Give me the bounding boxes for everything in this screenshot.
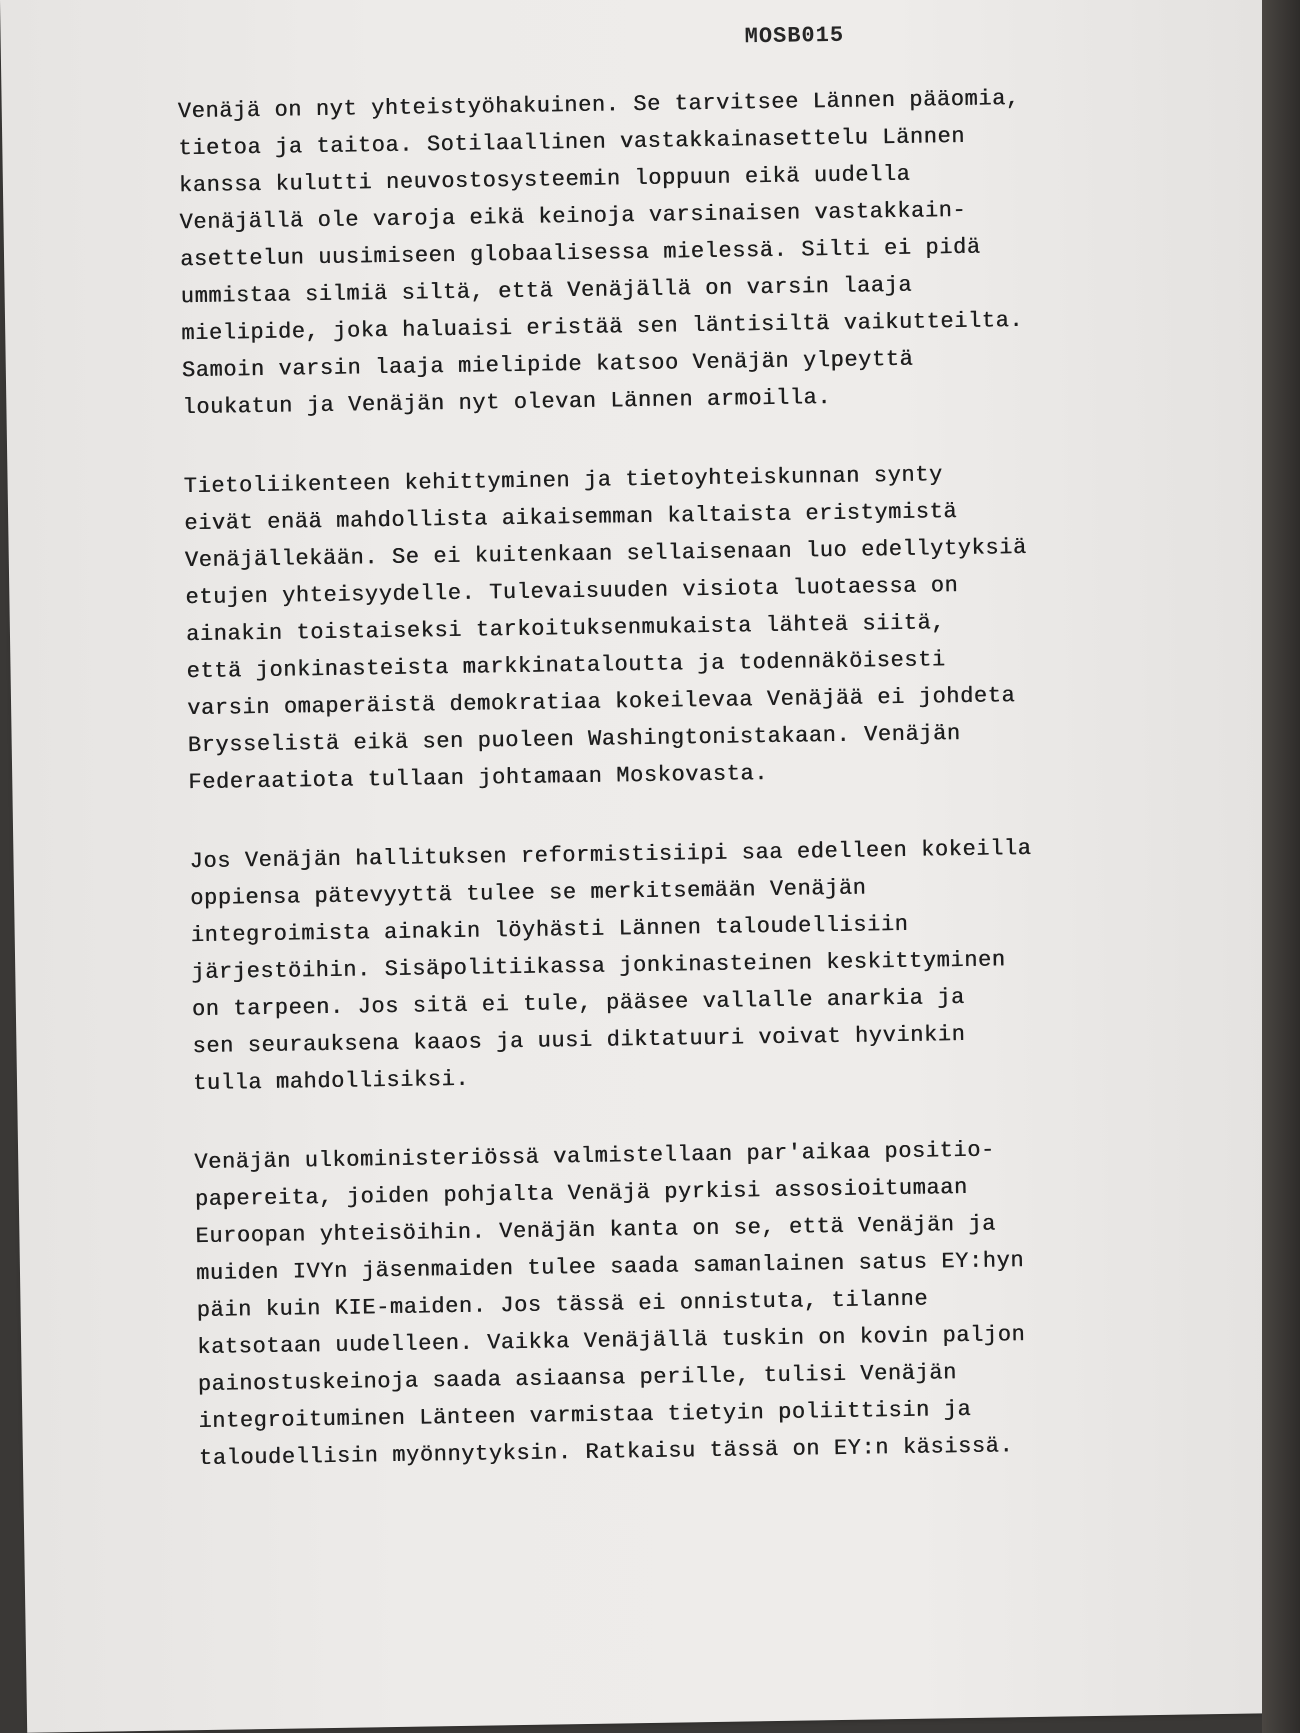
paragraph-3 [189,827,1193,1102]
body-text [177,78,1199,1520]
text-line: painostuskeinoja saada asiaansa perille, tulisi Venäjän [197,1360,957,1398]
text-line: muiden IVYn jäsenmaiden tulee saada samanlainen satus EY:hyn [195,1248,1025,1287]
text-line: asettelun uusimiseen globaalisessa mielessä. Silti ei pidä [179,234,981,273]
text-line: että jonkinasteista markkinataloutta ja todennäköisesti [186,647,946,685]
text-line: taloudellisin myönnytyksin. Ratkaisu tässä on EY:n käsissä. [198,1433,1014,1472]
text-line: ainakin toistaiseksi tarkoituksenmukaista lähteä siitä, [185,610,946,648]
text-line: Venäjällekään. Se ei kuitenkaan sellaisenaan luo edellytyksiä [184,534,1027,574]
text-line: tietoa ja taitoa. Sotilaallinen vastakkainasettelu Lännen [178,123,966,162]
text-line: Euroopan yhteisöihin. Venäjän kanta on se, että Venäjän ja [195,1211,997,1250]
text-line: katsotaan uudelleen. Vaikka Venäjällä tuskin on kovin paljon [196,1322,1026,1361]
text-line: Venäjä on nyt yhteistyöhakuinen. Se tarvitsee Lännen pääomia, [177,85,1020,125]
text-line: papereita, joiden pohjalta Venäjä pyrkisi assosioitumaan [194,1174,968,1213]
page-edge-shadow [1262,0,1300,1733]
text-line: integroimista ainakin löyhästi Lännen taloudellisiin [190,911,909,949]
text-line: Brysselistä eikä sen puoleen Washingtonistakaan. Venäjän [187,721,961,759]
text-line: etujen yhteisyydelle. Tulevaisuuden visiota luotaessa on [185,573,959,611]
text-line: mielipide, joka haluaisi eristää sen läntisiltä vaikutteilta. [181,307,1024,347]
text-line: Venäjän ulkoministeriössä valmistellaan par'aikaa positio- [194,1137,995,1176]
text-line: Venäjällä ole varoja eikä keinoja varsinaisen vastakkain- [179,197,967,236]
text-line: varsin omaperäistä demokratiaa kokeilevaa Venäjää ei johdeta [186,683,1016,722]
text-line: tulla mahdollisiksi. [192,1066,470,1097]
document-id: MOSB015 [744,22,845,50]
paragraph-1 [177,78,1182,427]
text-line: Tietoliikenteen kehittyminen ja tietoyhteiskunnan synty [183,462,943,500]
text-line: Federaatiota tullaan johtamaan Moskovasta. [188,761,769,796]
paragraph-2 [183,452,1188,801]
text-line: loukatun ja Venäjän nyt olevan Lännen armoilla. [182,384,832,421]
text-line: sen seurauksena kaaos ja uusi diktatuuri voivat hyvinkin [192,1021,966,1060]
paragraph-4 [194,1128,1199,1477]
text-line: ummistaa silmiä siltä, että Venäjällä on varsin laaja [180,272,913,310]
text-line: eivät enää mahdollista aikaisemman kaltaista eristymistä [184,499,958,537]
text-line: päin kuin KIE-maiden. Jos tässä ei onnistuta, tilanne [196,1286,929,1324]
text-line: Jos Venäjän hallituksen reformistisiipi saa edelleen kokeilla [189,835,1032,875]
text-line: Samoin varsin laaja mielipide katsoo Venäjän ylpeyttä [181,346,914,384]
text-line: järjestöihin. Sisäpolitiikassa jonkinasteinen keskittyminen [191,947,1006,986]
text-line: oppiensa pätevyyttä tulee se merkitsemään Venäjän [189,875,867,912]
text-line: on tarpeen. Jos sitä ei tule, pääsee vallalle anarkia ja [191,984,965,1023]
text-line: integroituminen Länteen varmistaa tietyin poliittisin ja [198,1396,972,1435]
text-line: kanssa kulutti neuvostosysteemin loppuun eikä uudella [178,161,911,199]
